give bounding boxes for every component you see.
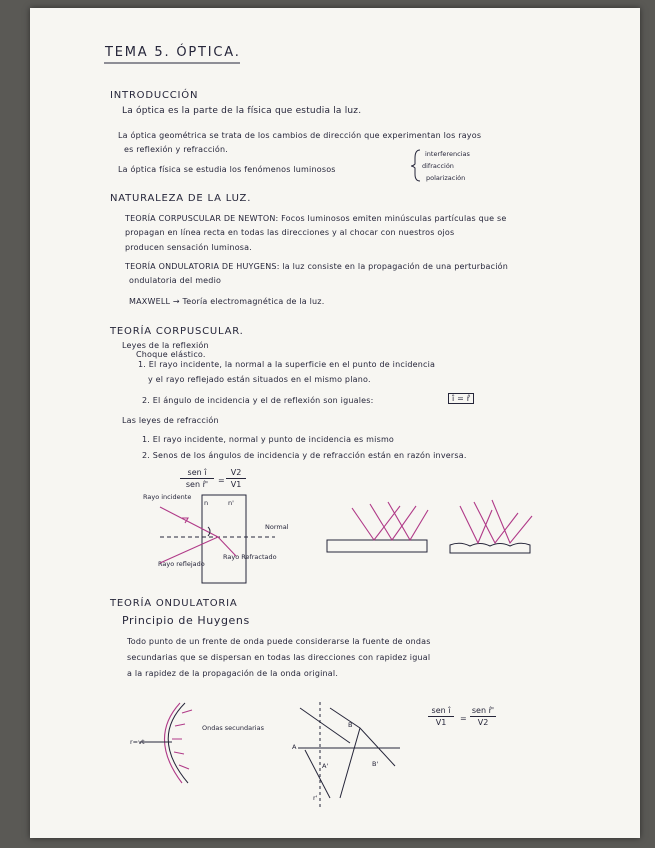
- refracted-front: [305, 750, 330, 798]
- snell-den-right: V1: [230, 480, 242, 489]
- naturaleza-line-5: ondulatoria del medio: [129, 276, 222, 285]
- reflexion-formula-box: î = r̂: [448, 393, 474, 404]
- naturaleza-line-2: propagan en línea recta en todas las direcciones y al chocar con nuestros ojos: [125, 228, 455, 237]
- label-rayo-refractado: Rayo Refractado: [223, 553, 277, 561]
- brace-item-3: polarización: [426, 174, 466, 182]
- intro-line-2: La óptica geométrica se trata de los cambios de dirección que experimentan los rayos: [118, 131, 482, 140]
- huygens-num-left: sen î: [431, 706, 451, 715]
- label-rayo-reflejado: Rayo reflejado: [158, 560, 205, 568]
- notebook-page: [30, 8, 640, 838]
- snell-equals: =: [218, 476, 225, 485]
- intro-line-1: La óptica es la parte de la física que estudia la luz.: [122, 106, 362, 116]
- refraccion-line-1: 1. El rayo incidente, normal y punto de incidencia es mismo: [142, 435, 395, 444]
- glass-block: [202, 495, 246, 583]
- label-b-prime: B': [372, 760, 379, 768]
- brace-item-1: interferencias: [425, 150, 470, 158]
- huygens-den-right: V2: [477, 718, 489, 727]
- heading-naturaleza: NATURALEZA DE LA LUZ.: [110, 193, 252, 204]
- label-b: B: [348, 721, 353, 729]
- label-r-vt: r=vt: [130, 738, 145, 746]
- reflexion-title: Leyes de la reflexión: [122, 341, 209, 350]
- huygens-num-right: sen r̂': [471, 706, 495, 715]
- heading-introduccion: INTRODUCCIÓN: [110, 90, 199, 101]
- secondary-wavelets: [172, 710, 192, 769]
- label-n1: n: [204, 499, 209, 507]
- naturaleza-line-1: TEORÍA CORPUSCULAR DE NEWTON: Focos luminosos emiten minúsculas partículas que se: [125, 214, 507, 223]
- refracted-ray: [218, 537, 236, 556]
- intro-line-4: La óptica física se estudia los fenómenos luminosos: [118, 165, 336, 174]
- naturaleza-line-3: producen sensación luminosa.: [125, 243, 253, 252]
- huygens-den-left: V1: [435, 718, 447, 727]
- huygens-line-1: Todo punto de un frente de onda puede considerarse la fuente de ondas: [127, 637, 431, 646]
- huygens-line-2: secundarias que se dispersan en todas las direcciones con rapidez igual: [127, 653, 431, 662]
- huygens-wavefront-sketch: [140, 703, 192, 783]
- label-ondas-secundarias: Ondas secundarias: [202, 724, 264, 732]
- diffuse-reflection-sketch: [450, 500, 532, 553]
- label-rayo-incidente: Rayo incidente: [143, 493, 192, 501]
- reflexion-line-2: y el rayo reflejado están situados en el mismo plano.: [148, 375, 371, 384]
- refraccion-title: Las leyes de refracción: [122, 416, 219, 425]
- refraction-diagram: [160, 495, 275, 583]
- reflexion-line-3: 2. El ángulo de incidencia y el de reflexión son iguales:: [142, 396, 374, 405]
- specular-reflection-sketch: [327, 502, 428, 552]
- wave-rays: [300, 708, 395, 798]
- naturaleza-line-6: MAXWELL → Teoría electromagnética de la luz.: [129, 297, 325, 306]
- mirror-surface: [327, 540, 427, 552]
- snell-num-left: sen î: [187, 468, 207, 477]
- label-n2: n': [228, 499, 234, 507]
- intro-line-3: es reflexión y refracción.: [124, 145, 229, 154]
- reflexion-line-1: 1. El rayo incidente, la normal a la superficie en el punto de incidencia: [138, 360, 436, 369]
- naturaleza-line-4: TEORÍA ONDULATORIA DE HUYGENS: la luz consiste en la propagación de una perturbación: [125, 262, 509, 271]
- sketches: [30, 8, 640, 838]
- snell-den-left: sen r̂': [185, 480, 209, 489]
- huygens-title: Principio de Huygens: [122, 614, 250, 627]
- huygens-refraction-sketch: [298, 702, 400, 808]
- label-a-prime: A': [322, 762, 329, 770]
- page-title: TEMA 5. ÓPTICA.: [105, 45, 241, 60]
- huygens-equals: =: [460, 714, 467, 723]
- snell-num-right: V2: [230, 468, 242, 477]
- label-r-angle: r': [313, 794, 318, 802]
- brace-item-2: difracción: [422, 162, 454, 170]
- label-a: A: [292, 743, 297, 751]
- label-normal: Normal: [265, 523, 289, 531]
- heading-teoria-ondulatoria: TEORÍA ONDULATORIA: [110, 598, 238, 609]
- reflected-rays-diffuse: [460, 500, 532, 543]
- reflected-rays-parallel: [352, 502, 428, 540]
- rough-surface: [450, 543, 530, 553]
- brace-shape: [411, 150, 420, 181]
- reflexion-note: Choque elástico.: [136, 350, 206, 359]
- huygens-line-3: a la rapidez de la propagación de la onda original.: [127, 669, 339, 678]
- heading-teoria-corpuscular: TEORÍA CORPUSCULAR.: [110, 326, 244, 337]
- refraccion-line-2: 2. Senos de los ángulos de incidencia y de refracción están en razón inversa.: [142, 451, 467, 460]
